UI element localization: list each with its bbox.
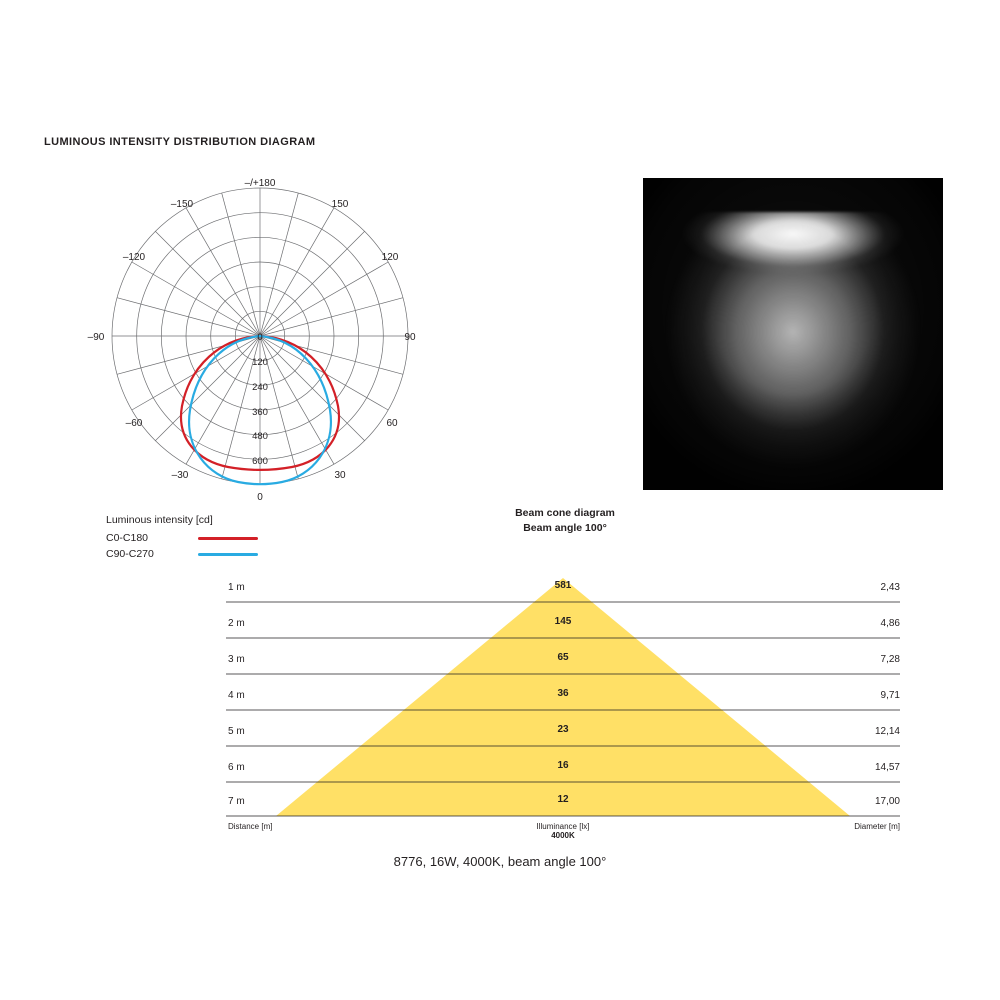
polar-r-label-360: 360 — [252, 407, 268, 418]
polar-label-150: 150 — [331, 199, 349, 210]
polar-diagram-svg — [70, 170, 470, 510]
cone-row-illuminance-7: 12 — [557, 794, 569, 805]
cone-row-distance-1: 1 m — [228, 582, 245, 593]
polar-label-minus120: –120 — [122, 252, 146, 263]
polar-r-label-240: 240 — [252, 382, 268, 393]
cone-row-diameter-7: 17,00 — [874, 796, 900, 807]
polar-r-label-120: 120 — [252, 357, 268, 368]
cone-axis-caption-cct: 4000K — [551, 831, 575, 840]
polar-r-label-600: 600 — [252, 456, 268, 467]
legend-item-c0-c180 — [106, 530, 258, 546]
cone-row-diameter-6: 14,57 — [874, 762, 900, 773]
polar-label-minus60: –60 — [125, 418, 143, 429]
polar-label-60: 60 — [386, 418, 398, 429]
cone-row-illuminance-4: 36 — [557, 688, 569, 699]
cone-row-distance-6: 6 m — [228, 762, 245, 773]
beam-cone-title-line1: Beam cone diagram — [515, 507, 615, 519]
cone-row-diameter-1: 2,43 — [880, 582, 900, 593]
polar-label-90: 90 — [404, 332, 416, 343]
cone-row-distance-7: 7 m — [228, 796, 245, 807]
cone-row-distance-3: 3 m — [228, 654, 245, 665]
legend-swatch-c90-c270 — [198, 553, 258, 556]
polar-label-top: –/+180 — [244, 178, 276, 189]
polar-label-30: 30 — [334, 470, 346, 481]
polar-label-minus30: –30 — [171, 470, 189, 481]
polar-label-bottom: 0 — [257, 492, 263, 503]
polar-label-minus90: –90 — [87, 332, 105, 343]
beam-cone-title-line2: Beam angle 100° — [523, 522, 607, 534]
product-caption: 8776, 16W, 4000K, beam angle 100° — [393, 854, 607, 869]
polar-label-minus150: –150 — [170, 199, 194, 210]
polar-label-120: 120 — [381, 252, 399, 263]
cone-row-illuminance-1: 581 — [554, 580, 572, 591]
cone-shape — [276, 578, 850, 816]
cone-row-distance-2: 2 m — [228, 618, 245, 629]
cone-row-diameter-3: 7,28 — [880, 654, 900, 665]
legend-item-c90-c270 — [106, 546, 258, 562]
beam-cone-diagram — [226, 568, 900, 828]
beam-photo — [643, 178, 943, 490]
legend-title: Luminous intensity [cd] — [106, 514, 213, 526]
polar-legend — [106, 512, 258, 562]
beam-cone-svg — [226, 568, 900, 828]
legend-swatch-c0-c180 — [198, 537, 258, 540]
cone-row-illuminance-5: 23 — [557, 724, 569, 735]
cone-row-diameter-5: 12,14 — [874, 726, 900, 737]
legend-label-c90-c270: C90-C270 — [106, 548, 154, 560]
cone-row-distance-5: 5 m — [228, 726, 245, 737]
cone-row-illuminance-6: 16 — [557, 760, 569, 771]
polar-diagram — [70, 170, 470, 510]
polar-r-label-480: 480 — [252, 431, 268, 442]
cone-row-illuminance-2: 145 — [554, 616, 572, 627]
cone-axis-caption-diameter: Diameter [m] — [854, 822, 900, 831]
cone-axis-caption-illuminance-text: Illuminance [lx] — [536, 822, 590, 831]
cone-row-illuminance-3: 65 — [557, 652, 569, 663]
page-title: LUMINOUS INTENSITY DISTRIBUTION DIAGRAM — [44, 136, 316, 148]
cone-axis-caption-distance: Distance [m] — [228, 822, 273, 831]
legend-label-c0-c180: C0-C180 — [106, 532, 149, 544]
beam-photo-vignette — [643, 178, 943, 490]
polar-r-label-0: 0 — [257, 332, 263, 343]
beam-cone-title — [440, 506, 690, 536]
cone-row-distance-4: 4 m — [228, 690, 245, 701]
cone-row-diameter-2: 4,86 — [880, 618, 900, 629]
cone-row-diameter-4: 9,71 — [880, 690, 900, 701]
